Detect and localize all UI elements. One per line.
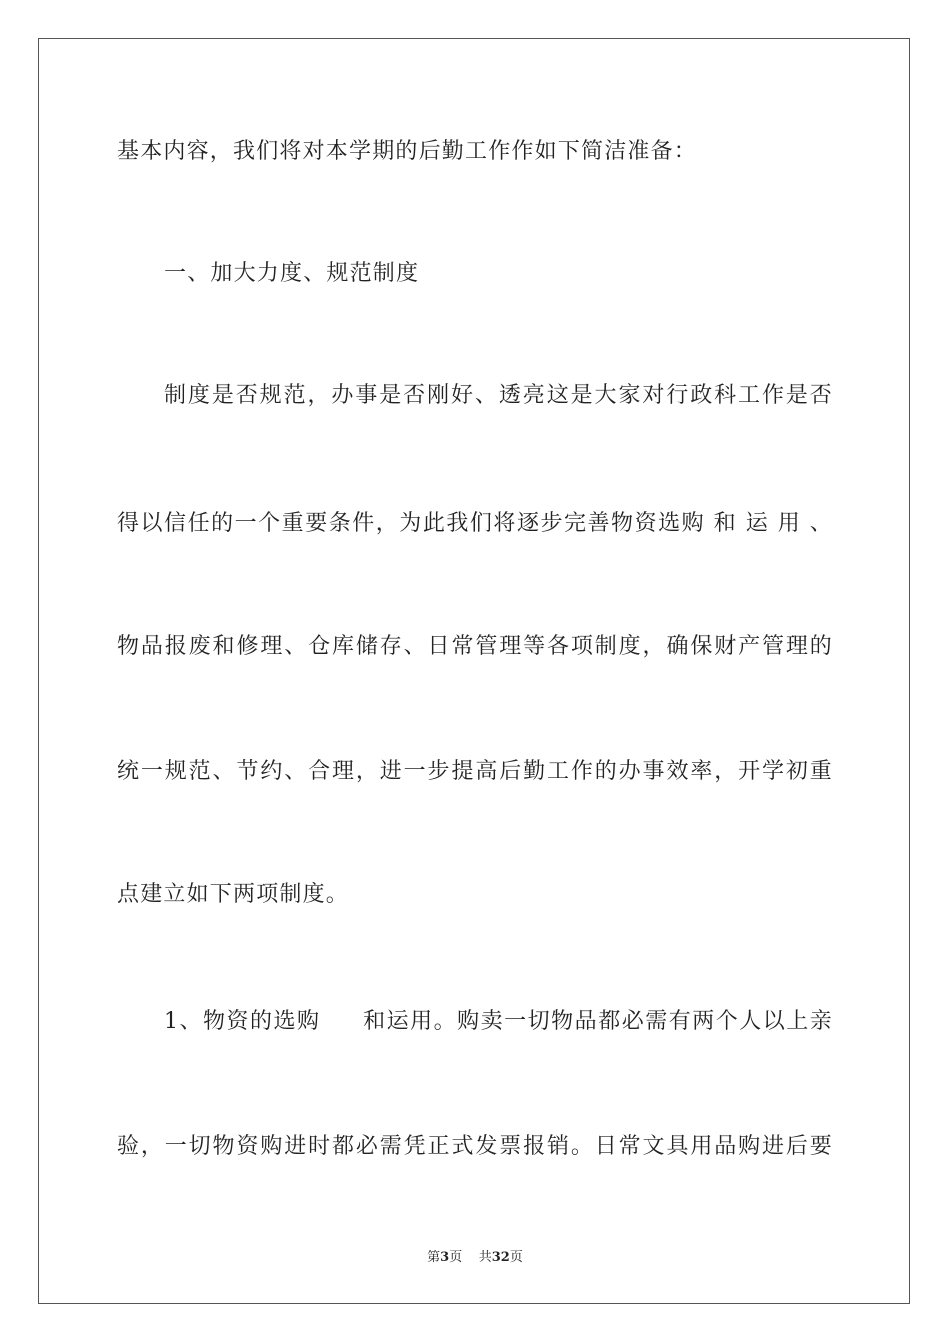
- body-line-4: 物品报废和修理、仓库储存、日常管理等各项制度，确保财产管理的: [117, 634, 833, 659]
- page-footer: [0, 1246, 950, 1265]
- total-suffix: 页: [509, 1250, 523, 1265]
- page-prefix: 第: [427, 1250, 441, 1265]
- body-line-2: 制度是否规范，办事是否刚好、透亮这是大家对行政科工作是否: [164, 383, 833, 408]
- body-line-1: 基本内容，我们将对本学期的后勤工作作如下简洁准备：: [117, 139, 698, 164]
- list-item-1-line-1: 1、物资的选购 和运用。购卖一切物品都必需有两个人以上亲: [164, 1009, 833, 1034]
- total-pages-number: 32: [491, 1250, 510, 1265]
- body-line-6: 点建立如下两项制度。: [117, 882, 350, 907]
- total-prefix: 共: [478, 1250, 492, 1265]
- section-heading: 一、加大力度、规范制度: [164, 261, 420, 286]
- list-item-1-line-2: 验，一切物资购进时都必需凭正式发票报销。日常文具用品购进后要: [117, 1134, 833, 1159]
- page-frame: [38, 38, 910, 1304]
- page-suffix: 页: [449, 1250, 463, 1265]
- current-page-number: 3: [440, 1250, 450, 1265]
- body-line-3: 得以信任的一个重要条件，为此我们将逐步完善物资选购 和 运 用 、: [117, 511, 833, 536]
- body-line-5: 统一规范、节约、合理，进一步提高后勤工作的办事效率，开学初重: [117, 759, 833, 784]
